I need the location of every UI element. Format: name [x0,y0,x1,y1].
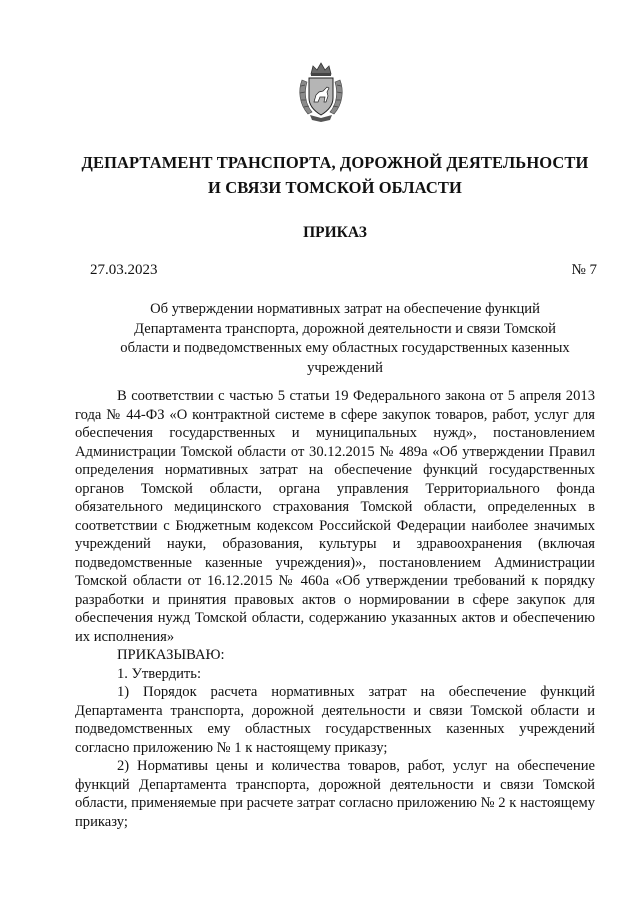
organization-name [60,150,610,200]
organization-name-line-2: И СВЯЗИ ТОМСКОЙ ОБЛАСТИ [208,178,462,197]
document-number: № 7 [571,262,597,278]
item-1-subitem-2: 2) Нормативы цены и количества товаров, работ, услуг на обеспечение функций Департамента транспорта, дорожной деятельности и связи Томской области, применяемые при расчете затрат согласно приложению № 2 к настоящему приказу; [75,758,595,830]
tomsk-oblast-coat-of-arms-icon [296,60,346,122]
preamble-paragraph: В соответствии с частью 5 статьи 19 Федерального закона от 5 апреля 2013 года № 44-ФЗ «О контрактной системе в сфере закупок товаров, работ, услуг для обеспечения государственных и муниципальных нужд», постановлением Администрации Томской области от 30.12.2015 № 489а «Об утверждении Правил определения нормативных затрат на обеспечение функций государственных органов Томской области, органа управления Территориального фонда обязательного медицинского страхования Томской области, определенных в соответствии с Бюджетным кодексом Российской Федерации наиболее значимых учреждений науки, образования, культуры и здравоохранения (включая подведомственные казенные учреждения)», постановлением Администрации Томской области от 16.12.2015 № 460а «Об утверждении требований к порядку разработки и принятия правовых актов о нормировании в сфере закупок для обеспечения нужд Томской области, содержанию указанных актов и обеспечению их исполнения» [75,388,595,645]
document-subject: Об утверждении нормативных затрат на обеспечение функций Департамента транспорта, дорожной деятельности и связи Томской области и подведомственных ему областных государственных казенных учреждений [120,301,570,376]
item-1-subitem-1: 1) Порядок расчета нормативных затрат на обеспечение функций Департамента транспорта, дорожной деятельности и связи Томской области и подведомственных ему областных государственных казенных учреждений согласно приложению № 1 к настоящему приказу; [75,684,595,756]
document-type: ПРИКАЗ [303,224,367,241]
item-1: 1. Утвердить: [117,665,202,682]
document-body [75,387,595,831]
organization-name-line-1: ДЕПАРТАМЕНТ ТРАНСПОРТА, ДОРОЖНОЙ ДЕЯТЕЛЬНОСТИ [81,153,589,172]
order-word: ПРИКАЗЫВАЮ: [117,647,225,663]
document-date: 27.03.2023 [90,262,158,278]
